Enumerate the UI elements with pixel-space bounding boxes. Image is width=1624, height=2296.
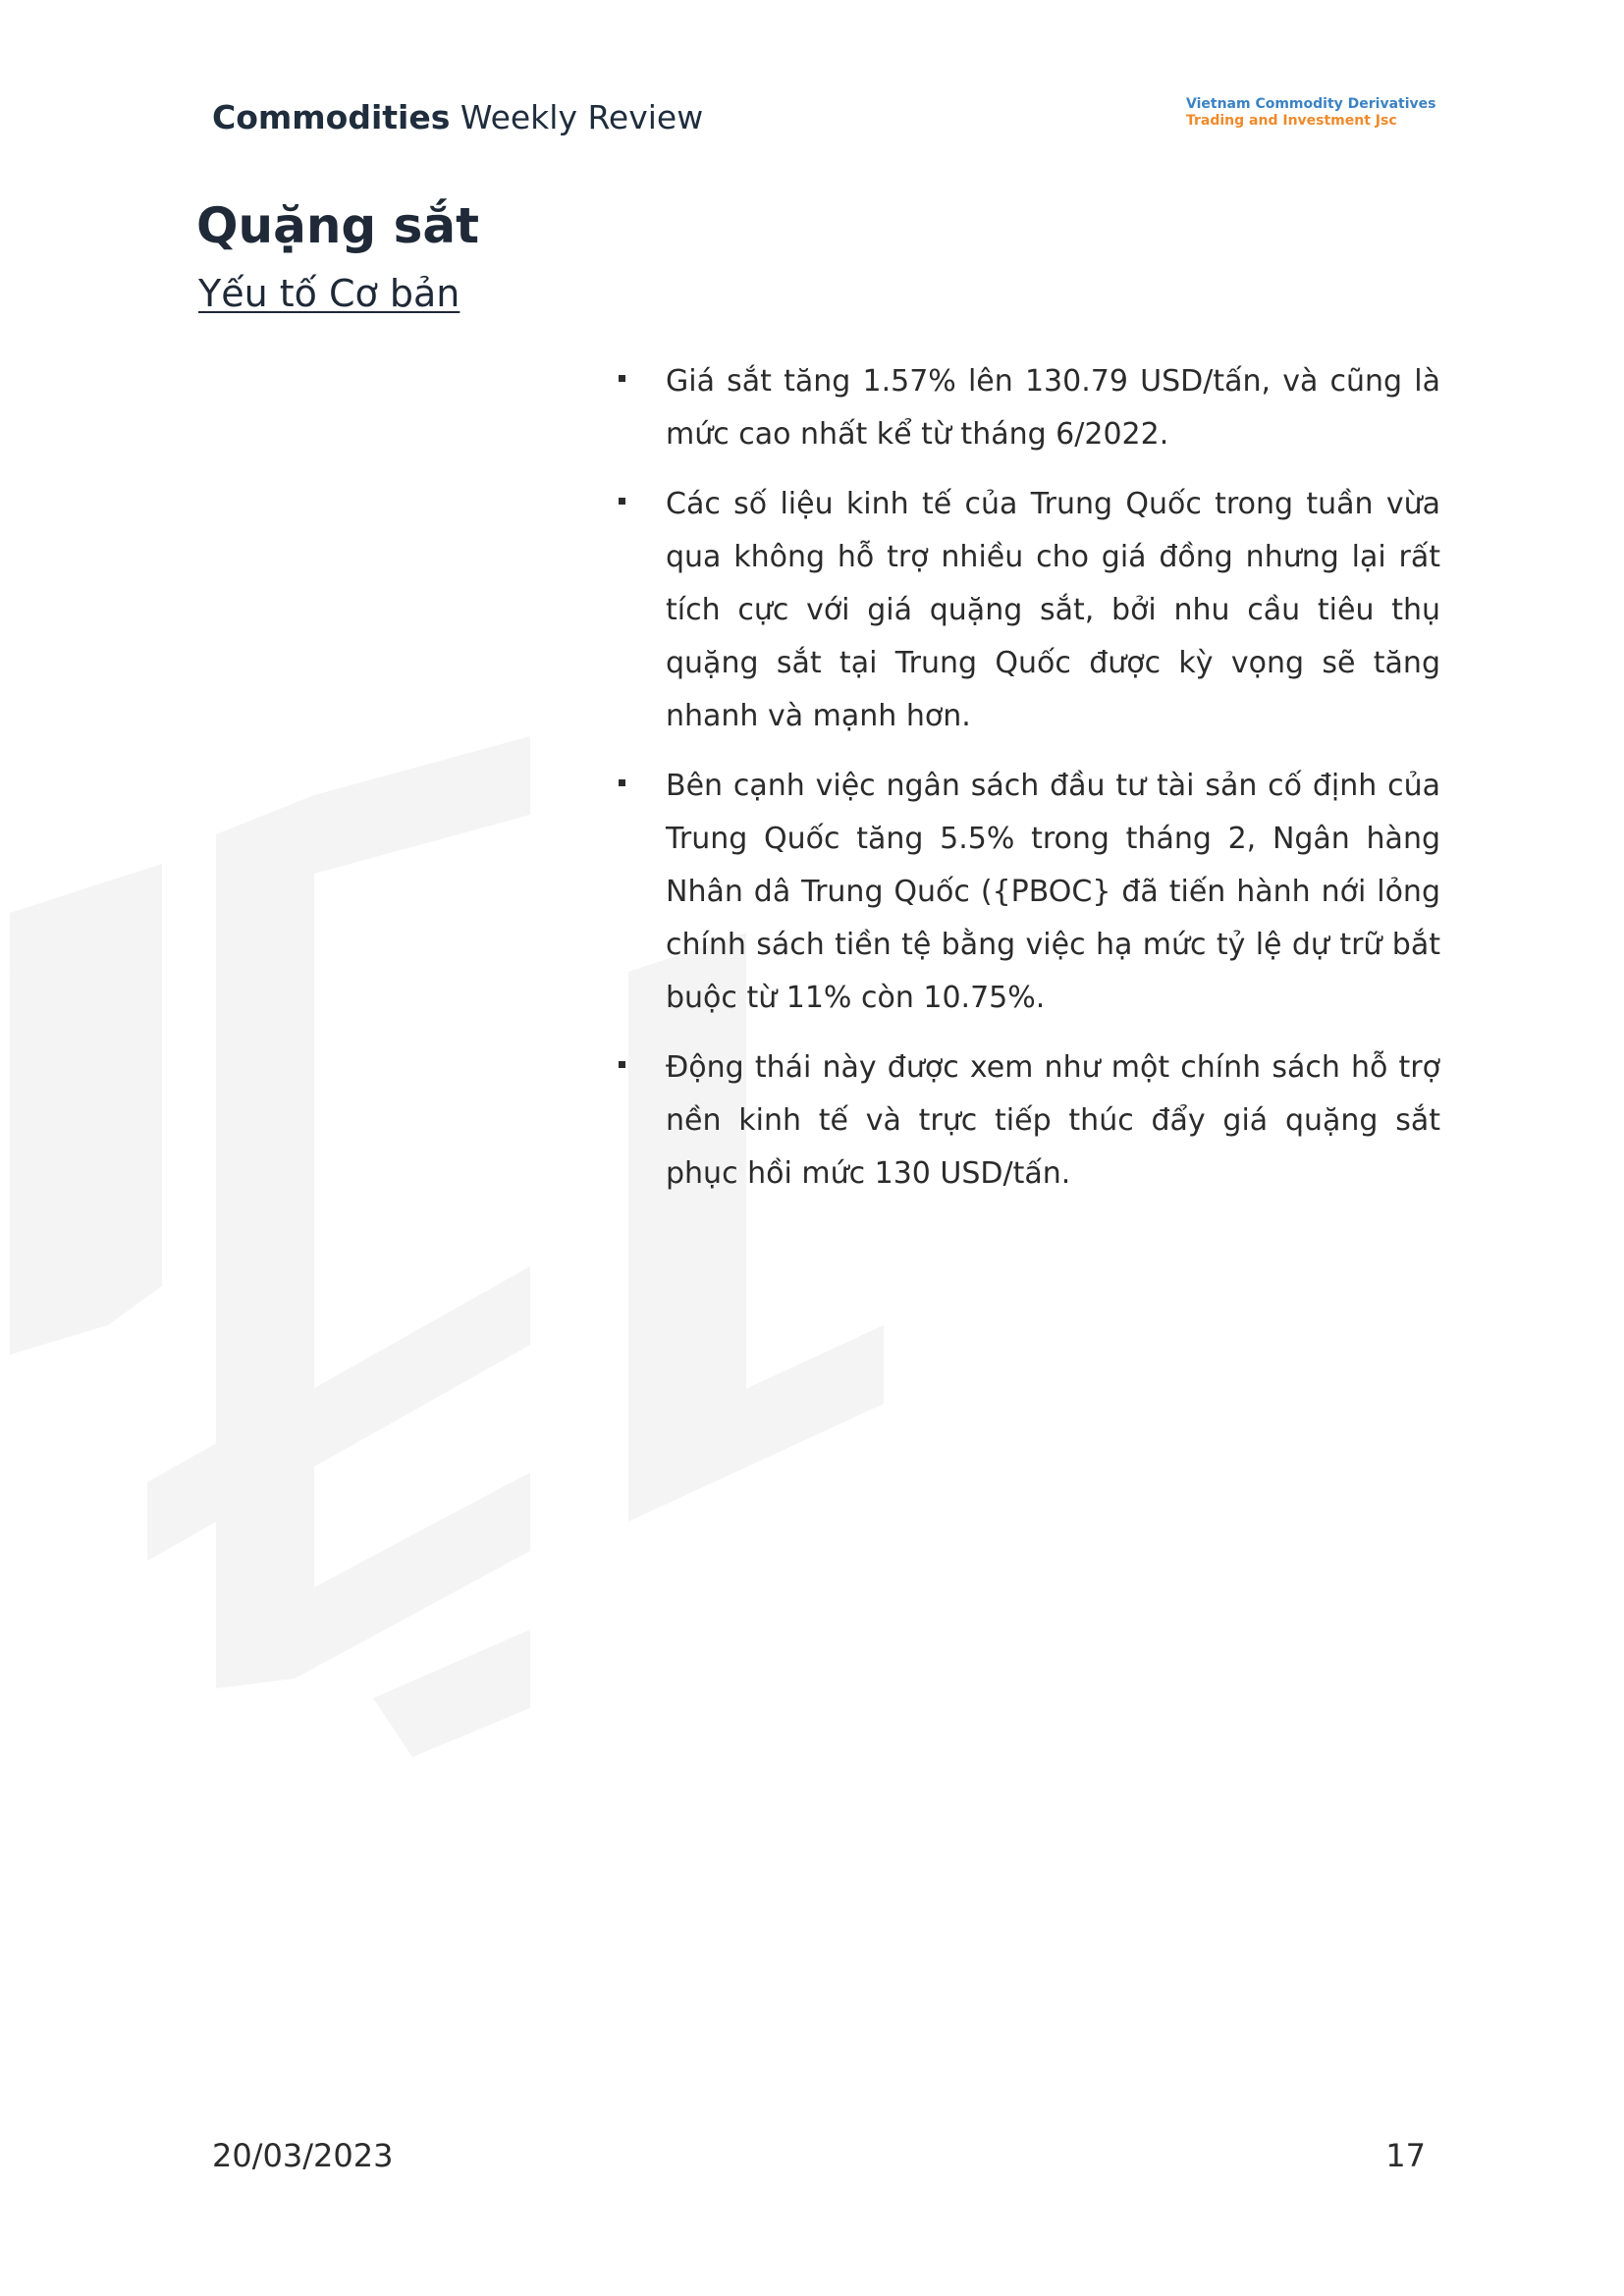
bullet-text: Bên cạnh việc ngân sách đầu tư tài sản cố định của Trung Quốc tăng 5.5% trong tháng 2, Ngân hàng Nhân dâ Trung Quốc ({PBOC} đã tiến hành nới lỏng chính sách tiền tệ bằng việc hạ mức tỷ lệ dự trữ bắt buộc từ 11% còn 10.75%. (666, 769, 1440, 1015)
bullet-text: Động thái này được xem như một chính sách hỗ trợ nền kinh tế và trực tiếp thúc đẩy giá quặng sắt phục hồi mức 130 USD/tấn. (666, 1050, 1440, 1191)
list-item (614, 478, 1440, 743)
logo-line-1: Vietnam Commodity Derivatives (1186, 96, 1436, 112)
square-bullet-icon (619, 498, 625, 505)
list-item (614, 760, 1440, 1025)
section-title: Quặng sắt (196, 197, 480, 254)
bullet-text: Các số liệu kinh tế của Trung Quốc trong tuần vừa qua không hỗ trợ nhiều cho giá đồng nhưng lại rất tích cực với giá quặng sắt, bởi nhu cầu tiêu thụ quặng sắt tại Trung Quốc được kỳ vọng sẽ tăng nhanh và mạnh hơn. (666, 487, 1440, 733)
logo-line-2: Trading and Investment Jsc (1186, 113, 1397, 129)
section-subtitle: Yếu tố Cơ bản (198, 272, 460, 315)
list-item (614, 1041, 1440, 1201)
list-item (614, 355, 1440, 461)
square-bullet-icon (619, 1061, 625, 1068)
report-title-rest: Weekly Review (450, 98, 704, 136)
square-bullet-icon (619, 375, 625, 382)
bullet-text: Giá sắt tăng 1.57% lên 130.79 USD/tấn, và cũng là mức cao nhất kể từ tháng 6/2022. (666, 364, 1440, 452)
report-title (212, 96, 703, 139)
company-logo (1186, 96, 1441, 130)
report-title-bold: Commodities (212, 98, 451, 136)
footer-date: 20/03/2023 (212, 2137, 394, 2174)
page-number: 17 (1385, 2137, 1426, 2174)
bullet-list (614, 355, 1440, 1217)
square-bullet-icon (619, 779, 625, 786)
